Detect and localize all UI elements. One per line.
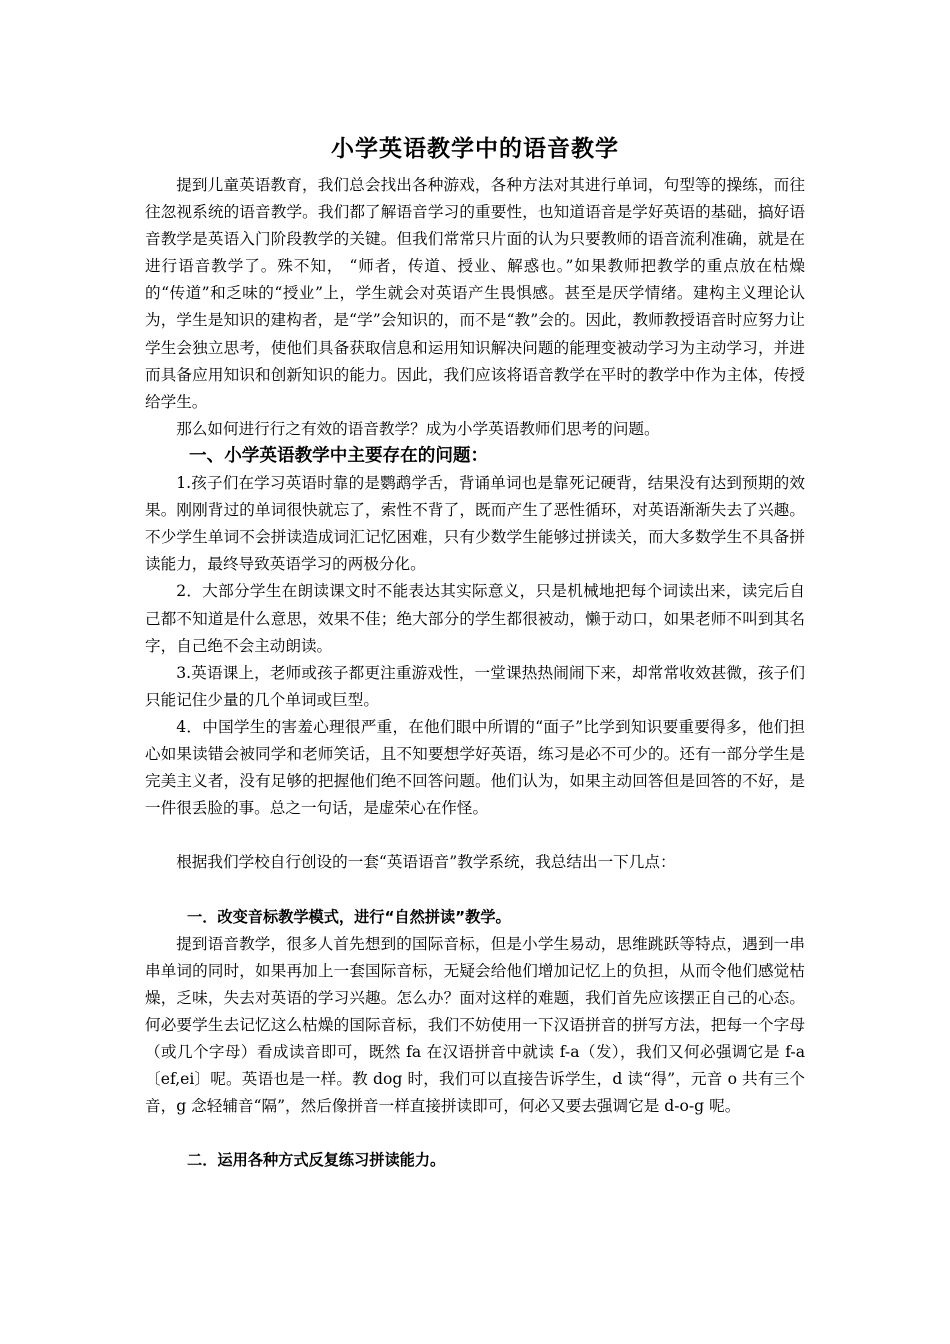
summary-paragraph: 根据我们学校自行创设的一套“英语语音”教学系统，我总结出一下几点： xyxy=(176,853,676,872)
blank-line xyxy=(145,876,805,903)
intro-paragraph: 提到儿童英语教育，我们总会找出各种游戏，各种方法对其进行单词，句型等的操练，而往往忽视系统的语音教学。我们都了解语音学习的重要性，也知道语音是学好英语的基础，搞好语音教学是英语入门阶段教学的关键。但我们常常只片面的认为只要教师的语音流利准确，就是在进行语音教学了。殊不知， “师者，传道、授业、解惑也。”如果教师把教学的重点放在枯燥的“传道”和乏味的“授业”上，学生就会对英语产生畏惧感。甚至是厌学情绪。建构主义理论认为，学生是知识的建构者，是“学”会知识的，而不是“教”会的。因此，教师教授语音时应努力让学生会独立思考，使他们具备获取信息和运用知识解决问题的能理变被动学习为主动学习，并进而具备应用知识和创新知识的能力。因此，我们应该将语音教学在平时的教学中作为主体，传授给学生。 xyxy=(145,176,805,411)
question-paragraph: 那么如何进行行之有效的语音教学？成为小学英语教师们思考的问题。 xyxy=(176,419,660,438)
phonics-paragraph: 提到语音教学，很多人首先想到的国际音标，但是小学生易动，思维跳跃等特点，遇到一串串单词的同时，如果再加上一套国际音标，无疑会给他们增加记忆上的负担，从而令他们感觉枯燥，乏味，失去对英语的学习兴趣。怎么办？面对这样的难题，我们首先应该摆正自己的心态。何必要学生去记忆这么枯燥的国际音标，我们不妨使用一下汉语拼音的拼写方法，把每一个字母（或几个字母）看成读音即可，既然 fa 在汉语拼音中就读 f-a（发），我们又何必强调它是 f-a〔ef,ei〕呢。英语也是一样。教 dog 时，我们可以直接告诉学生，d 读“得”，元音 o 共有三个音，g 念轻辅音“隔”，然后像拼音一样直接拼读即可，何必又要去强调它是 d-o-g 呢。 xyxy=(145,934,805,1116)
section-heading-practice: 二．运用各种方式反复练习拼读能力。 xyxy=(187,1151,446,1170)
document-body xyxy=(145,172,805,1174)
blank-line xyxy=(145,822,805,849)
section-heading-phonics: 一．改变音标教学模式，进行“自然拼读”教学。 xyxy=(187,907,511,926)
document-title: 小学英语教学中的语音教学 xyxy=(331,136,619,162)
blank-line xyxy=(145,1120,805,1147)
problem-paragraph-2: 2．大部分学生在朗读课文时不能表达其实际意义，只是机械地把每个词读出来，读完后自己都不知道是什么意思，效果不佳；绝大部分的学生都很被动，懒于动口，如果老师不叫到其名字，自己绝不会主动朗读。 xyxy=(145,582,805,655)
problem-paragraph-1: 1.孩子们在学习英语时靠的是鹦鹉学舌，背诵单词也是靠死记硬背，结果没有达到预期的效果。刚刚背过的单词很快就忘了，索性不背了，既而产生了恶性循环，对英语渐渐失去了兴趣。不少学生单词不会拼读造成词汇记忆困难，只有少数学生能够过拼读关，而大多数学生不具备拼读能力，最终导致英语学习的两极分化。 xyxy=(145,474,805,574)
section-heading-problems: 一、小学英语教学中主要存在的问题： xyxy=(189,445,489,466)
problem-paragraph-3: 3.英语课上，老师或孩子都更注重游戏性，一堂课热热闹闹下来，却常常收效甚微，孩子们只能记住少量的几个单词或巨型。 xyxy=(145,663,805,709)
problem-paragraph-4: 4．中国学生的害羞心理很严重，在他们眼中所谓的“面子”比学到知识要重要得多，他们担心如果读错会被同学和老师笑话，且不知要想学好英语，练习是必不可少的。还有一部分学生是完美主义者，没有足够的把握他们绝不回答问题。他们认为，如果主动回答但是回答的不好，是一件很丢脸的事。总之一句话，是虚荣心在作怪。 xyxy=(145,717,805,818)
